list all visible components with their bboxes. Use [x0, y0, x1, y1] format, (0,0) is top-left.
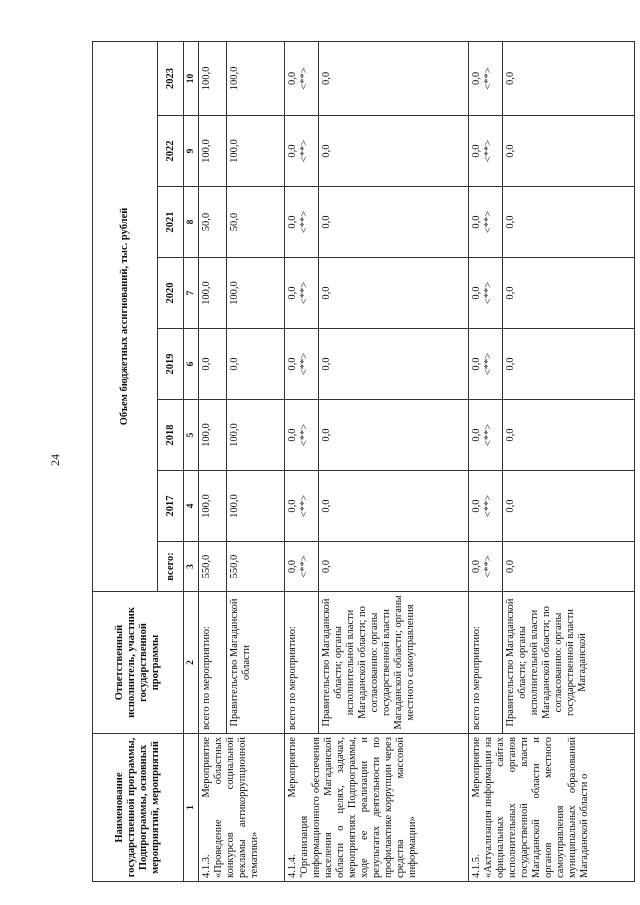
value-cell: 100,0: [199, 400, 227, 471]
value-cell: 100,0: [199, 41, 227, 115]
value-cell: 0,0 <**>: [285, 542, 319, 592]
value-cell: 0,0: [319, 41, 469, 115]
value-cell: 0,0: [319, 471, 469, 542]
measure-code: 4.1.4.: [287, 854, 298, 878]
header-year-2019: 2019: [158, 329, 184, 400]
header-year-2017: 2017: [158, 471, 184, 542]
measure-name-cell: [469, 734, 635, 882]
column-number: 7: [184, 258, 199, 329]
value-cell: 0,0 <**>: [469, 41, 503, 115]
value-cell: 100,0: [199, 116, 227, 187]
executor-total: всего по мероприятию:: [199, 592, 227, 734]
value-cell: 0,0: [319, 116, 469, 187]
value-cell: 0,0: [319, 542, 469, 592]
column-number: 4: [184, 471, 199, 542]
value-cell: 0,0: [503, 187, 635, 258]
executor-detail: Правительство Магаданской области: [227, 592, 285, 734]
value-cell: 0,0: [503, 329, 635, 400]
value-cell: 0,0: [503, 471, 635, 542]
value-cell: 0,0: [503, 41, 635, 115]
value-cell: 0,0 <**>: [285, 400, 319, 471]
column-number: 6: [184, 329, 199, 400]
executor-detail: Правительство Магаданской области; органы исполнительной власти Магаданской области; по согласованию: органы государственной власти Магаданской: [503, 592, 635, 734]
budget-table: [92, 41, 635, 882]
value-cell: 0,0 <**>: [285, 187, 319, 258]
measure-name: Мероприятие «Актуализация информации на официальных сайтах исполнительных органов государственной власти Магаданской области и органов местного самоуправления муниципальных образований Магаданской области о: [471, 737, 590, 878]
header-name: Наименование государственной программы, Подпрограммы, основных мероприятий, мероприятий: [93, 734, 184, 882]
value-cell: 0,0 <**>: [285, 116, 319, 187]
value-cell: 100,0: [227, 116, 285, 187]
header-year-total: всего:: [158, 542, 184, 592]
column-number: 10: [184, 41, 199, 115]
value-cell: 0,0: [503, 400, 635, 471]
value-cell: 0,0 <**>: [285, 258, 319, 329]
value-cell: 0,0 <**>: [469, 329, 503, 400]
value-cell: 50,0: [227, 187, 285, 258]
value-cell: 0,0 <**>: [285, 329, 319, 400]
executor-detail: Правительство Магаданской области; органы исполнительной власти Магаданской области; по согласованию: органы государственной власти Магаданской области; органы местного самоуправления: [319, 592, 469, 734]
value-cell: 0,0 <**>: [469, 471, 503, 542]
value-cell: 550,0: [227, 542, 285, 592]
value-cell: 100,0: [227, 471, 285, 542]
value-cell: 0,0 <**>: [469, 542, 503, 592]
header-year-2023: 2023: [158, 41, 184, 115]
value-cell: 0,0: [319, 258, 469, 329]
value-cell: 0,0: [319, 187, 469, 258]
value-cell: 550,0: [199, 542, 227, 592]
column-number: 8: [184, 187, 199, 258]
value-cell: 100,0: [227, 41, 285, 115]
value-cell: 0,0 <**>: [469, 400, 503, 471]
column-number: 9: [184, 116, 199, 187]
measure-name-cell: [199, 734, 285, 882]
value-cell: 100,0: [227, 258, 285, 329]
value-cell: 0,0: [319, 329, 469, 400]
header-executor: Ответственный исполнитель, участник государственной программы: [93, 592, 184, 734]
value-cell: 0,0: [199, 329, 227, 400]
value-cell: 0,0 <**>: [469, 187, 503, 258]
value-cell: 0,0 <**>: [469, 116, 503, 187]
value-cell: 0,0: [503, 116, 635, 187]
header-year-2022: 2022: [158, 116, 184, 187]
executor-total: всего по мероприятию:: [285, 592, 319, 734]
value-cell: 100,0: [199, 471, 227, 542]
header-budget: Объем бюджетных ассигнований, тыс. рублей: [93, 41, 158, 591]
value-cell: 0,0: [503, 258, 635, 329]
value-cell: 0,0 <**>: [285, 471, 319, 542]
value-cell: 0,0 <**>: [285, 41, 319, 115]
measure-code: 4.1.5.: [471, 854, 482, 878]
column-number: 1: [184, 734, 199, 882]
header-year-2021: 2021: [158, 187, 184, 258]
column-number: 5: [184, 400, 199, 471]
value-cell: 0,0 <**>: [469, 258, 503, 329]
measure-name-cell: [285, 734, 469, 882]
value-cell: 100,0: [199, 258, 227, 329]
page-number: 24: [48, 454, 62, 466]
executor-total: всего по мероприятию:: [469, 592, 503, 734]
measure-code: 4.1.3.: [201, 854, 212, 878]
value-cell: 50,0: [199, 187, 227, 258]
value-cell: 100,0: [227, 400, 285, 471]
value-cell: 0,0: [227, 329, 285, 400]
measure-name: Мероприятие «Проведение областных конкурсов социальной рекламы антикоррупционной тематики»: [201, 737, 260, 878]
measure-name: Мероприятие "Организация информационного обеспечения населения Магаданской области о целях, задачах, мероприятиях Подпрограммы, ходе ее реализации и результатах деятельности по профилактике коррупции через средства массовой информации»: [287, 737, 418, 878]
header-year-2018: 2018: [158, 400, 184, 471]
column-number: 3: [184, 542, 199, 592]
header-year-2020: 2020: [158, 258, 184, 329]
value-cell: 0,0: [503, 542, 635, 592]
value-cell: 0,0: [319, 400, 469, 471]
column-number: 2: [184, 592, 199, 734]
rotated-table-container: [92, 42, 634, 882]
